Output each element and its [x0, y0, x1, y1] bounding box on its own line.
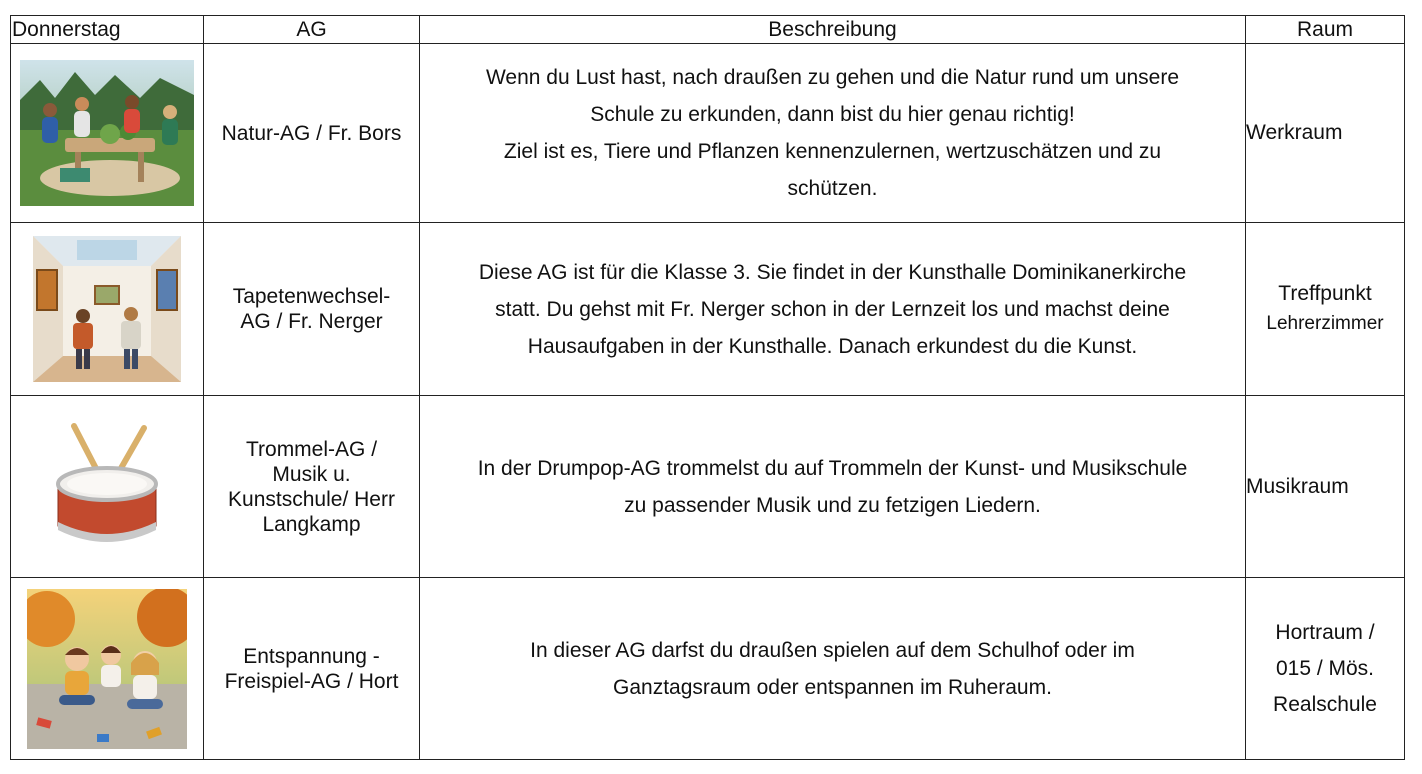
description-line: Ziel ist es, Tiere und Pflanzen kennenzulernen, wertzuschätzen und zu	[503, 140, 1162, 163]
header-description: Beschreibung	[420, 16, 1246, 44]
children-playing-outdoors-icon	[27, 589, 187, 749]
table-row	[11, 44, 1405, 223]
ag-cell	[204, 223, 420, 396]
ag-schedule-table	[10, 15, 1405, 760]
ag-line: Musik u.	[272, 462, 351, 486]
ag-line: Entspannung -	[243, 644, 380, 668]
description-line: statt. Du gehst mit Fr. Nerger schon in der Lernzeit los und machst deine	[495, 297, 1170, 321]
nature-children-table-icon	[20, 60, 194, 206]
room-line: Musikraum	[1246, 474, 1349, 498]
header-ag: AG	[204, 16, 420, 44]
room-line: Realschule	[1273, 692, 1377, 716]
ag-line: Tapetenwechsel-	[232, 285, 391, 308]
description-line: Ganztagsraum oder entspannen im Ruheraum.	[613, 675, 1052, 699]
description-cell	[420, 223, 1246, 396]
room-line: Werkraum	[1246, 121, 1343, 144]
room-line: 015 / Mös.	[1275, 656, 1375, 680]
description-line: zu passender Musik und zu fetzigen Liedern.	[624, 493, 1041, 517]
header-room: Raum	[1246, 16, 1405, 44]
table-row	[11, 396, 1405, 578]
header-day: Donnerstag	[11, 16, 204, 44]
image-cell	[11, 44, 204, 223]
ag-line: AG / Fr. Nerger	[240, 310, 383, 333]
description-line: Diese AG ist für die Klasse 3. Sie findet in der Kunsthalle Dominikanerkirche	[478, 260, 1187, 284]
description-line: In dieser AG darfst du draußen spielen auf dem Schulhof oder im	[530, 638, 1135, 662]
ag-cell	[204, 396, 420, 578]
description-cell	[420, 44, 1246, 223]
header-row	[11, 16, 1405, 44]
room-cell	[1246, 396, 1405, 578]
description-line: Hausaufgaben in der Kunsthalle. Danach erkundest du die Kunst.	[527, 334, 1138, 358]
image-cell	[11, 578, 204, 760]
ag-line: Freispiel-AG / Hort	[224, 669, 399, 693]
description-line: Schule zu erkunden, dann bist du hier genau richtig!	[590, 103, 1075, 126]
room-line: Treffpunkt	[1278, 282, 1372, 305]
description-line: In der Drumpop-AG trommelst du auf Trommeln der Kunst- und Musikschule	[477, 456, 1188, 480]
room-cell	[1246, 44, 1405, 223]
image-cell	[11, 223, 204, 396]
description-line: Wenn du Lust hast, nach draußen zu gehen und die Natur rund um unsere	[485, 66, 1180, 89]
room-line: Hortraum /	[1275, 620, 1375, 644]
room-cell	[1246, 223, 1405, 396]
ag-line: Kunstschule/ Herr	[228, 487, 395, 511]
ag-line: Trommel-AG /	[245, 437, 378, 461]
table-row	[11, 578, 1405, 760]
image-cell	[11, 396, 204, 578]
room-line: Lehrerzimmer	[1266, 313, 1384, 334]
art-gallery-children-icon	[33, 236, 181, 382]
description-cell	[420, 396, 1246, 578]
ag-cell: Natur-AG / Fr. Bors	[204, 44, 420, 223]
ag-cell	[204, 578, 420, 760]
room-cell	[1246, 578, 1405, 760]
description-cell	[420, 578, 1246, 760]
drum-icon	[52, 422, 162, 552]
table-row	[11, 223, 1405, 396]
ag-line: Langkamp	[262, 512, 361, 536]
description-line: schützen.	[787, 177, 878, 200]
